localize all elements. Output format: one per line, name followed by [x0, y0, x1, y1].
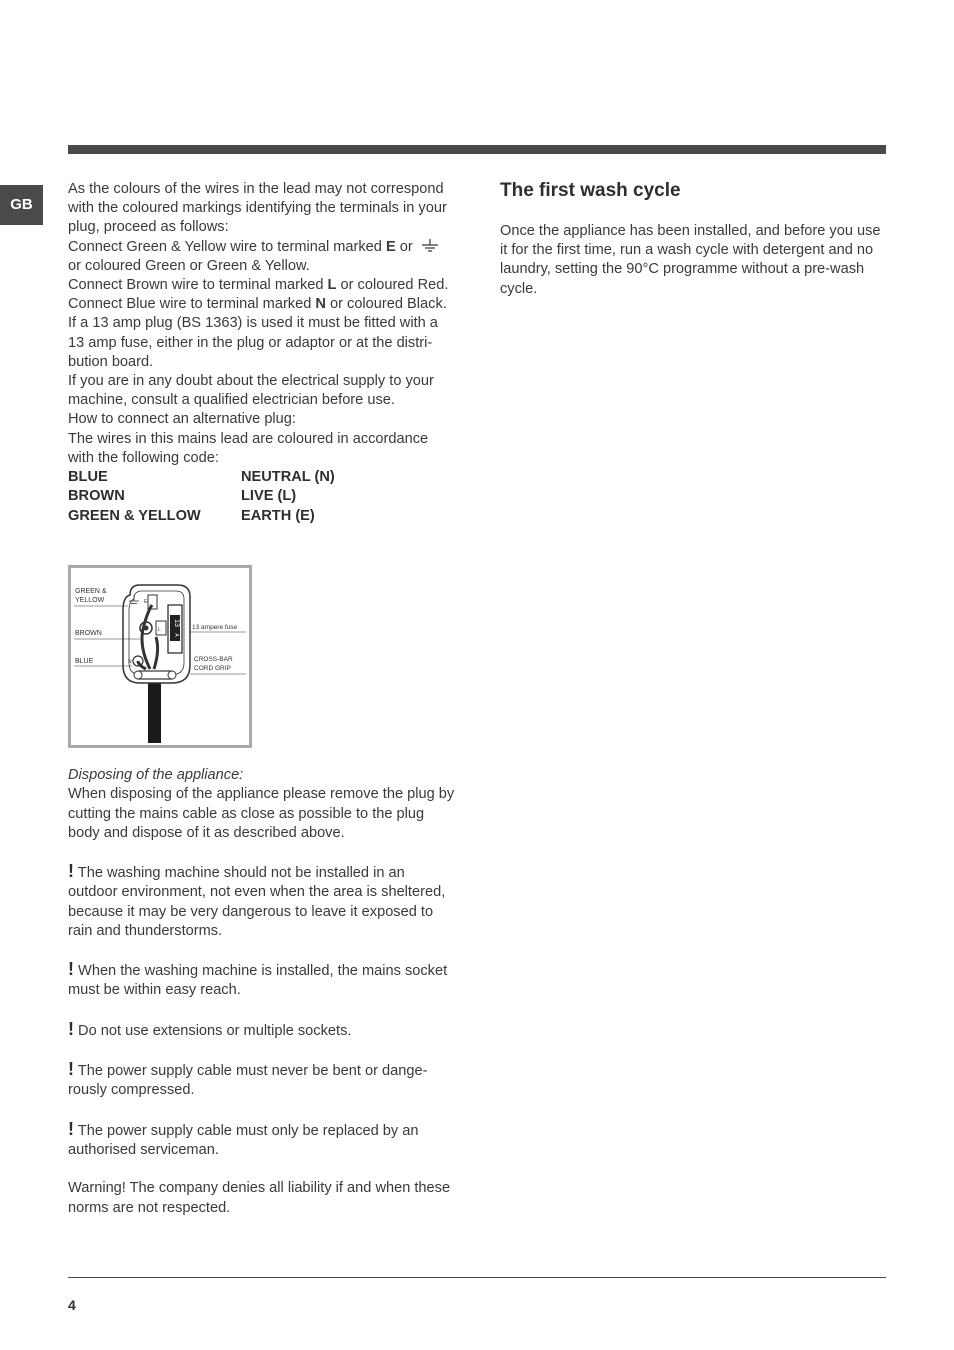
plug-wiring-diagram [68, 565, 252, 748]
green-pre: Connect Green & Yellow wire to terminal marked [68, 238, 386, 255]
warning-socket [68, 960, 458, 1000]
terminal-n-label: N [128, 659, 132, 665]
earth-icon [421, 239, 439, 253]
terminal-e-label: E [144, 599, 148, 605]
language-tab: GB [0, 185, 43, 225]
disposing-paragraph: When disposing of the appliance please remove the plug by cutting the mains cable as close as possible to the plug body and dispose of it as described above. [68, 786, 455, 841]
wire-colour: GREEN & YELLOW [68, 507, 201, 524]
spacer [68, 941, 458, 960]
bottom-rule [68, 1277, 886, 1278]
warning-outdoor [68, 862, 458, 941]
label-green-yellow-2: YELLOW [75, 597, 105, 604]
wire-meaning: NEUTRAL (N) [241, 469, 335, 486]
exclamation-icon: ! [68, 959, 74, 980]
warning-extensions [68, 1020, 458, 1041]
terminal-l-label: L [158, 627, 161, 633]
blue-pre: Connect Blue wire to terminal marked [68, 296, 316, 313]
label-fuse: 13 ampere fuse [192, 624, 238, 631]
blue-terminal: N [315, 296, 326, 313]
spacer [68, 1001, 458, 1020]
exclamation-icon: ! [68, 1018, 74, 1039]
blue-instruction [68, 295, 458, 314]
spacer [68, 1101, 458, 1120]
wire-meaning: EARTH (E) [241, 507, 315, 524]
green-yellow-instruction [68, 238, 458, 276]
wire-colour: BLUE [68, 469, 108, 486]
green-mid: or [395, 238, 413, 255]
spacer [68, 1041, 458, 1060]
spacer [68, 1160, 458, 1179]
final-warning: Warning! The company denies all liability if and when these norms are not respected. [68, 1180, 451, 1216]
code-intro-paragraph: The wires in this mains lead are coloured in accordance with the following code: [68, 430, 429, 466]
disposing-title-text: Disposing of the appliance: [68, 767, 244, 784]
wire-meaning: LIVE (L) [241, 488, 297, 505]
wire-colour-table [68, 468, 335, 526]
page-number: 4 [68, 1297, 76, 1313]
green-post: or coloured Green or Green & Yellow. [68, 257, 310, 274]
table-row [68, 468, 335, 487]
blue-post: or coloured Black. [325, 296, 447, 313]
warning-text: The power supply cable must never be bent or dange-rously compressed. [68, 1063, 428, 1099]
spacer [68, 843, 458, 862]
doubt-paragraph: If you are in any doubt about the electrical supply to your machine, consult a qualified electrician before use. [68, 373, 434, 409]
fuse-unit: A [173, 633, 179, 637]
warning-cable-replace [68, 1120, 458, 1160]
brown-terminal: L [327, 277, 337, 294]
warning-text: When the washing machine is installed, the mains socket must be within easy reach. [68, 963, 448, 999]
howto-paragraph: How to connect an alternative plug: [68, 411, 296, 428]
warning-text: Do not use extensions or multiple sockets. [74, 1022, 352, 1039]
green-terminal: E [385, 238, 396, 255]
first-wash-paragraph: Once the appliance has been installed, and before you use it for the first time, run a wash cycle with detergent and no laundry, setting the 90°C programme without a pre-wash cycle. [500, 223, 881, 297]
wire-colour: BROWN [68, 488, 125, 505]
exclamation-icon: ! [68, 1059, 74, 1080]
right-column [500, 180, 890, 299]
exclamation-icon: ! [68, 1118, 74, 1139]
exclamation-icon: ! [68, 861, 74, 882]
fuse-value: 13 [173, 619, 180, 627]
brown-pre: Connect Brown wire to terminal marked [68, 277, 328, 294]
label-green-yellow-1: GREEN & [75, 588, 107, 595]
warning-text: The power supply cable must only be replaced by an authorised serviceman. [68, 1122, 419, 1159]
table-row [68, 507, 335, 526]
brown-instruction [68, 276, 458, 295]
top-rule [68, 145, 886, 154]
label-blue: BLUE [75, 658, 94, 665]
label-brown: BROWN [75, 630, 102, 637]
fuse-paragraph: If a 13 amp plug (BS 1363) is used it must be fitted with a 13 amp fuse, either in the plug or adaptor or at the distri-bution board. [68, 315, 438, 370]
label-crossbar-2: CORD GRIP [194, 665, 231, 672]
warning-cable-bent [68, 1060, 458, 1100]
section-heading: The first wash cycle [500, 180, 681, 201]
table-row [68, 487, 335, 506]
intro-paragraph: As the colours of the wires in the lead may not correspond with the coloured markings identifying the terminals in your plug, proceed as follows: [68, 181, 447, 236]
disposing-title [68, 766, 458, 785]
label-crossbar-1: CROSS-BAR [194, 656, 233, 663]
warning-text: The washing machine should not be installed in an outdoor environment, not even when the area is sheltered, because it may be very dangerous to leave it exposed to rain and thunderstorms. [68, 865, 446, 939]
brown-post: or coloured Red. [336, 277, 449, 294]
